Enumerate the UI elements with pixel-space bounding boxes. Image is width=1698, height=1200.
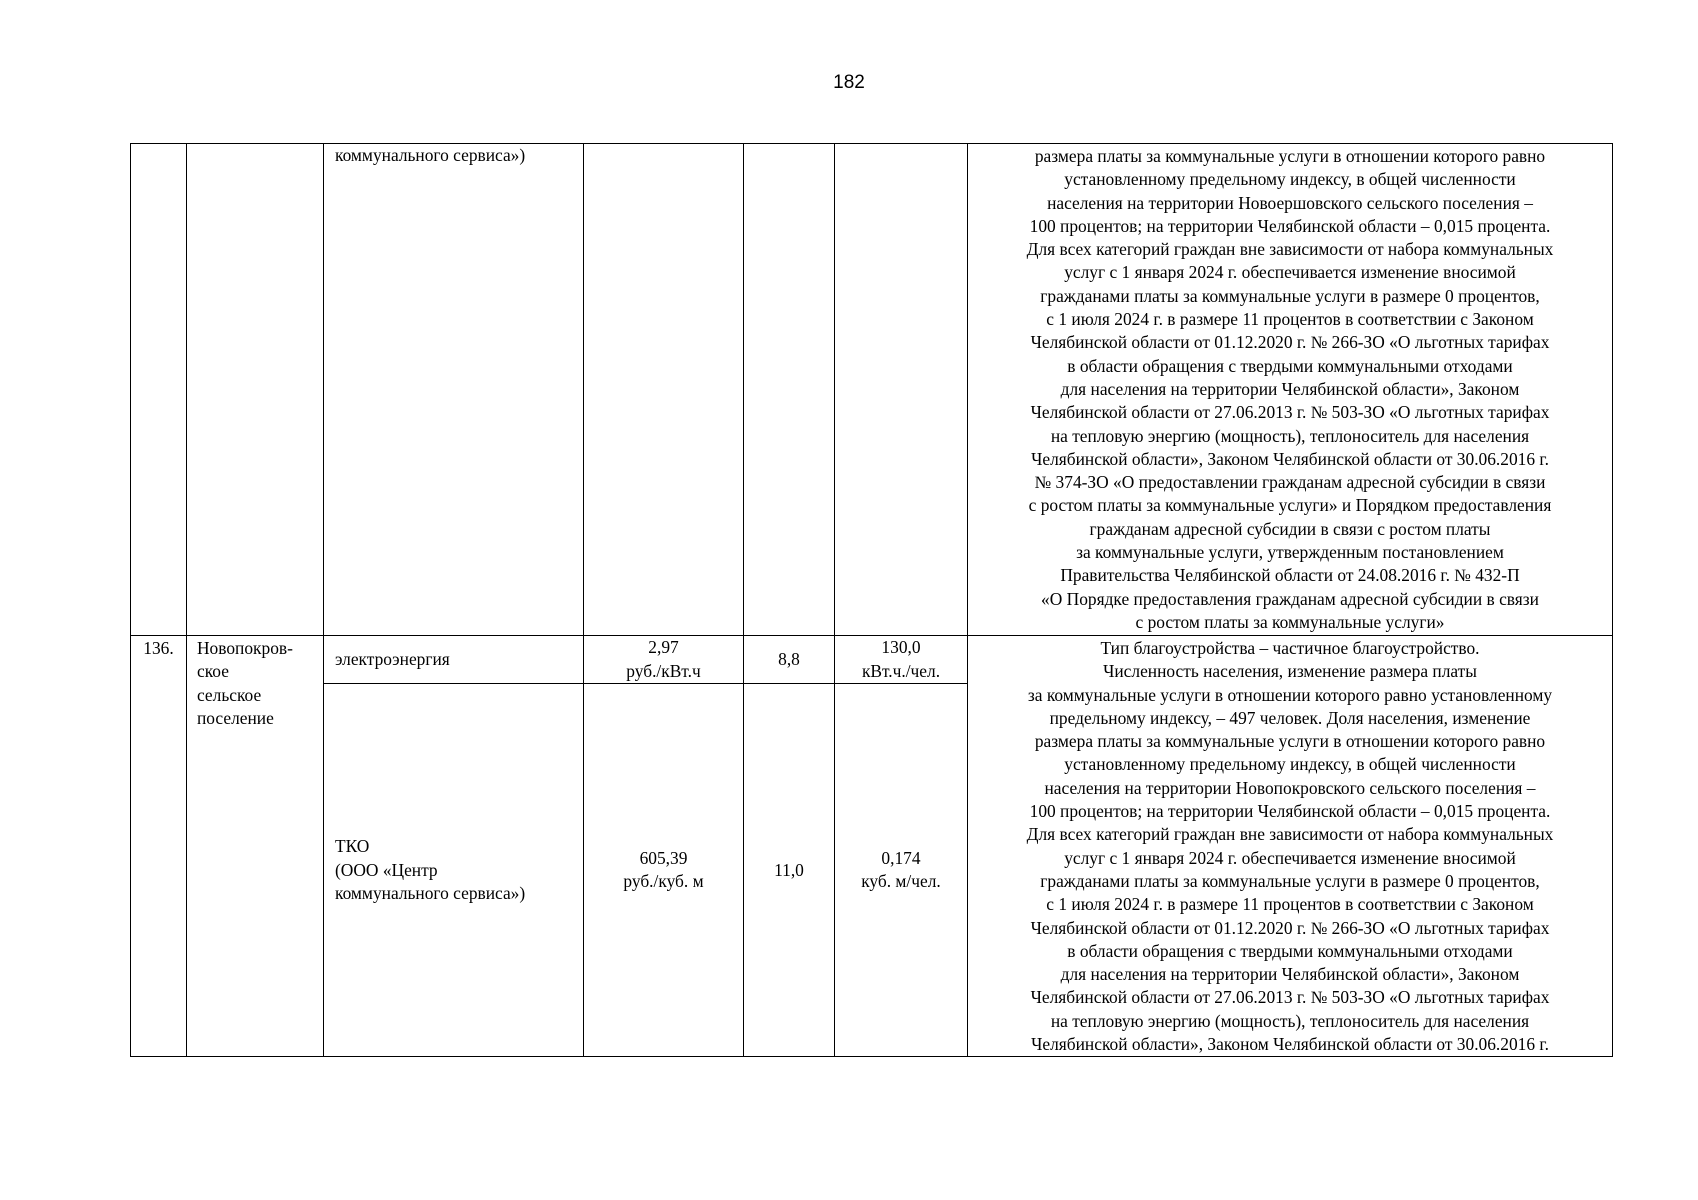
settlement-name-line: сельское bbox=[197, 684, 262, 705]
note-line: с 1 июля 2024 г. в размере 11 процентов в соответствии с Законом bbox=[1046, 309, 1534, 330]
norm-unit: куб. м/чел. bbox=[861, 871, 941, 892]
note-line: за коммунальные услуги в отношении которого равно установленному bbox=[1027, 684, 1553, 705]
note-line: Численность населения, изменение размера платы bbox=[1103, 661, 1477, 682]
service-cell bbox=[324, 684, 584, 1057]
note-line: установленному предельному индексу, в общей численности bbox=[1064, 754, 1516, 775]
note-line: в области обращения с твердыми коммунальными отходами bbox=[1067, 940, 1513, 961]
note-line: Тип благоустройства – частичное благоустройство. bbox=[1100, 638, 1480, 658]
note-line: с ростом платы за коммунальные услуги» bbox=[1135, 611, 1445, 632]
note-line: за коммунальные услуги, утвержденным постановлением bbox=[1076, 542, 1504, 563]
percent-cell bbox=[744, 636, 835, 684]
settlement-name-line: поселение bbox=[197, 707, 274, 728]
note-line: для населения на территории Челябинской области», Законом bbox=[1060, 964, 1520, 985]
note-line: с ростом платы за коммунальные услуги» и Порядком предоставления bbox=[1028, 495, 1552, 516]
note-line: предельному индексу, – 497 человек. Доля населения, изменение bbox=[1049, 707, 1531, 728]
percent-value: 8,8 bbox=[778, 648, 800, 669]
percent-value: 11,0 bbox=[774, 859, 804, 880]
norm-value: 130,0 bbox=[881, 637, 921, 658]
note-cell bbox=[968, 636, 1613, 1057]
note-line: на тепловую энергию (мощность), теплоноситель для населения bbox=[1050, 1010, 1530, 1031]
tariff-table bbox=[130, 143, 1613, 1057]
settlement-cell bbox=[187, 144, 324, 636]
service-name-line: ТКО bbox=[335, 836, 370, 857]
norm-value: 0,174 bbox=[881, 847, 921, 868]
note-line: Челябинской области от 01.12.2020 г. № 266-ЗО «О льготных тарифах bbox=[1030, 332, 1550, 353]
service-cell bbox=[324, 144, 584, 636]
service-cell bbox=[324, 636, 584, 684]
norm-unit: кВт.ч./чел. bbox=[861, 660, 941, 681]
note-line: 100 процентов; на территории Челябинской области – 0,015 процента. bbox=[1029, 215, 1551, 236]
note-line: установленному предельному индексу, в общей численности bbox=[1064, 169, 1516, 190]
page-number: 182 bbox=[833, 72, 865, 93]
note-line: Челябинской области», Законом Челябинской области от 30.06.2016 г. bbox=[1031, 1034, 1549, 1055]
note-line: Челябинской области», Законом Челябинской области от 30.06.2016 г. bbox=[1031, 448, 1549, 469]
note-line: Челябинской области от 27.06.2013 г. № 503-ЗО «О льготных тарифах bbox=[1030, 987, 1550, 1008]
table-row-136-electricity bbox=[131, 636, 1613, 684]
note-line: услуг с 1 января 2024 г. обеспечивается изменение вносимой bbox=[1064, 847, 1516, 868]
service-name-line: коммунального сервиса») bbox=[335, 882, 526, 903]
tariff-unit: руб./кВт.ч bbox=[626, 660, 701, 681]
note-line: размера платы за коммунальные услуги в отношении которого равно bbox=[1034, 731, 1546, 752]
row-number-cell bbox=[131, 144, 187, 636]
tariff-cell bbox=[584, 144, 744, 636]
tariff-value: 605,39 bbox=[639, 847, 688, 868]
tariff-unit: руб./куб. м bbox=[623, 871, 704, 892]
settlement-cell bbox=[187, 636, 324, 1057]
note-line: размера платы за коммунальные услуги в отношении которого равно bbox=[1034, 146, 1546, 166]
note-line: Для всех категорий граждан вне зависимости от набора коммунальных bbox=[1026, 239, 1554, 260]
note-line: Правительства Челябинской области от 24.08.2016 г. № 432-П bbox=[1060, 565, 1520, 586]
note-line: 100 процентов; на территории Челябинской области – 0,015 процента. bbox=[1029, 801, 1551, 822]
tariff-cell bbox=[584, 636, 744, 684]
tariff-cell bbox=[584, 684, 744, 1057]
note-line: услуг с 1 января 2024 г. обеспечивается изменение вносимой bbox=[1064, 262, 1516, 283]
note-line: гражданами платы за коммунальные услуги в размере 0 процентов, bbox=[1040, 870, 1540, 891]
note-line: с 1 июля 2024 г. в размере 11 процентов в соответствии с Законом bbox=[1046, 894, 1534, 915]
norm-cell bbox=[835, 144, 968, 636]
note-line: для населения на территории Челябинской области», Законом bbox=[1060, 378, 1520, 399]
settlement-name-line: ское bbox=[197, 661, 229, 682]
note-line: гражданам адресной субсидии в связи с ростом платы bbox=[1089, 518, 1491, 539]
service-name-line: электроэнергия bbox=[335, 648, 450, 669]
note-text bbox=[968, 636, 1612, 1056]
note-line: в области обращения с твердыми коммунальными отходами bbox=[1067, 355, 1513, 376]
note-line: на тепловую энергию (мощность), теплоноситель для населения bbox=[1050, 425, 1530, 446]
note-line: населения на территории Новоершовского сельского поселения – bbox=[1047, 192, 1533, 213]
note-line: № 374-ЗО «О предоставлении гражданам адресной субсидии в связи bbox=[1034, 472, 1546, 493]
row-number: 136. bbox=[143, 638, 174, 658]
percent-cell bbox=[744, 144, 835, 636]
note-line: Челябинской области от 01.12.2020 г. № 266-ЗО «О льготных тарифах bbox=[1030, 917, 1550, 938]
note-line: Для всех категорий граждан вне зависимости от набора коммунальных bbox=[1026, 824, 1554, 845]
norm-cell bbox=[835, 684, 968, 1057]
percent-cell bbox=[744, 684, 835, 1057]
norm-cell bbox=[835, 636, 968, 684]
note-line: гражданами платы за коммунальные услуги в размере 0 процентов, bbox=[1040, 285, 1540, 306]
service-name-line: (ООО «Центр bbox=[335, 859, 438, 880]
note-line: Челябинской области от 27.06.2013 г. № 503-ЗО «О льготных тарифах bbox=[1030, 402, 1550, 423]
note-line: «О Порядке предоставления гражданам адресной субсидии в связи bbox=[1041, 588, 1539, 609]
note-text bbox=[968, 144, 1612, 634]
service-name-line: коммунального сервиса») bbox=[335, 145, 526, 165]
tariff-value: 2,97 bbox=[648, 637, 679, 658]
settlement-name-line: Новопокров- bbox=[197, 638, 293, 658]
note-line: населения на территории Новопокровского сельского поселения – bbox=[1044, 777, 1536, 798]
note-cell bbox=[968, 144, 1613, 636]
table-row-continuation bbox=[131, 144, 1613, 636]
row-number-cell bbox=[131, 636, 187, 1057]
